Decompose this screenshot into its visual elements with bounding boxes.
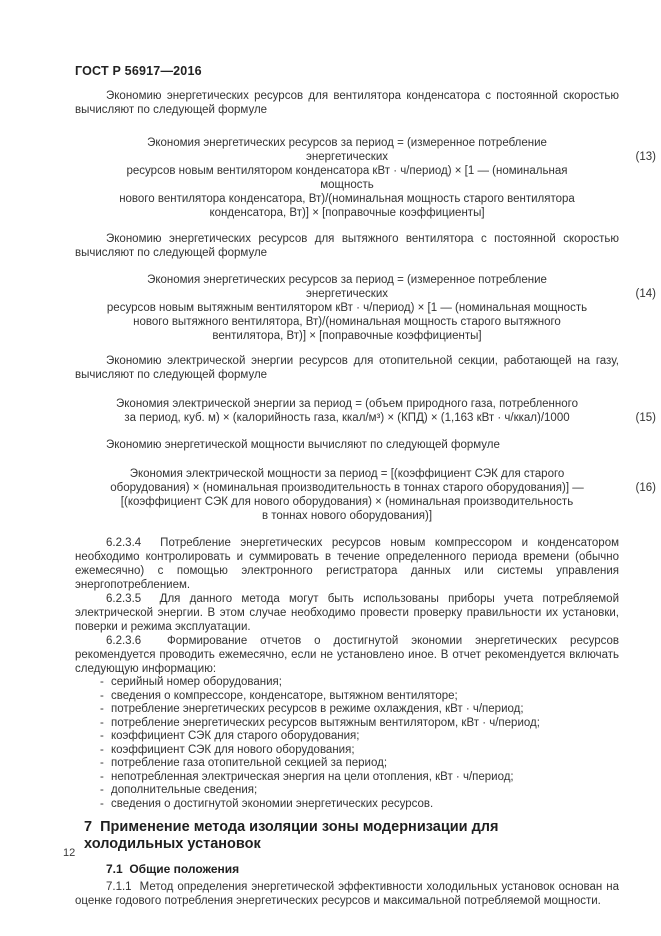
list-item-text: непотребленная электрическая энергия на цели отопления, кВт · ч/период; xyxy=(111,770,514,783)
list-item xyxy=(100,676,619,690)
paragraph-power-intro: Экономию энергетической мощности вычисляют по следующей формуле xyxy=(106,439,500,451)
formula-13 xyxy=(75,136,656,220)
list-item xyxy=(100,744,619,758)
list-item-text: потребление энергетических ресурсов в режиме охлаждения, кВт · ч/период; xyxy=(111,703,524,715)
formula-16-number: (16) xyxy=(635,482,656,494)
formula-13-line: ресурсов новым вентилятором конденсатора кВт · ч/период) × [1 — (номинальная мощность xyxy=(126,165,568,191)
formula-14 xyxy=(75,273,656,343)
formula-16-line: Экономия электрической мощности за период = [(коэффициент СЭК для старого xyxy=(129,468,565,480)
list-item xyxy=(100,730,619,744)
paragraph-7-1-1: 7.1.1 Метод определения энергетической эффективности холодильных установок основан на оценке годового потребления энергетических ресурсов и максимальной потребляемой мощности. xyxy=(75,881,619,907)
formula-14-line: ресурсов новым вытяжным вентилятором кВт · ч/период) × [1 — (номинальная мощность xyxy=(106,302,588,314)
list-dash-marker: - xyxy=(100,770,104,783)
list-item xyxy=(100,757,619,771)
formula-13-line: нового вентилятора конденсатора, Вт)/(номинальная мощность старого вентилятора xyxy=(119,193,575,205)
list-dash-marker: - xyxy=(100,676,104,688)
list-dash-marker: - xyxy=(100,730,104,742)
formula-16-line: в тоннах нового оборудования)] xyxy=(261,510,433,522)
list-item-text: потребление энергетических ресурсов вытяжным вентилятором, кВт · ч/период; xyxy=(111,716,540,729)
list-item xyxy=(100,690,619,704)
formula-14-line: нового вытяжного вентилятора, Вт)/(номинальная мощность старого вытяжного xyxy=(133,316,561,328)
formula-14-number: (14) xyxy=(635,288,656,300)
formula-13-number: (13) xyxy=(635,151,656,163)
list-item-text: серийный номер оборудования; xyxy=(111,676,282,688)
formula-15 xyxy=(75,397,656,425)
list-item-text: сведения о достигнутой экономии энергетических ресурсов. xyxy=(111,797,434,810)
list-item-text: потребление газа отопительной секцией за период; xyxy=(111,757,388,769)
list-dash-marker: - xyxy=(100,689,104,702)
section-7-1-heading: 7.1 Общие положения xyxy=(106,862,240,876)
section-7-heading: 7 Применение метода изоляции зоны модернизации для холодильных установок xyxy=(84,819,499,852)
formula-13-line: конденсатора, Вт)] × [поправочные коэффициенты] xyxy=(209,207,485,219)
list-dash-marker: - xyxy=(100,784,104,796)
formula-15-number: (15) xyxy=(635,412,656,424)
list-dash-marker: - xyxy=(100,716,104,729)
page-number: 12 xyxy=(63,847,76,859)
list-item xyxy=(100,717,619,731)
paragraph-6-2-3-5: 6.2.3.5 Для данного метода могут быть использованы приборы учета потребляемой электрической энергии. В этом случае необходимо провести проверку правильности их установки, поверки и режима эксплуатации. xyxy=(75,593,619,633)
list-item xyxy=(100,798,619,812)
list-item-text: коэффициент СЭК для старого оборудования; xyxy=(111,730,360,742)
paragraph-exhaust-fan-intro: Экономию энергетических ресурсов для вытяжного вентилятора с постоянной скоростью вычисляют по следующей формуле xyxy=(75,233,619,259)
paragraph-heating-section-intro: Экономию электрической энергии ресурсов для отопительной секции, работающей на газу, вычисляют по следующей формуле xyxy=(75,355,619,381)
list-item xyxy=(100,703,619,717)
paragraph-6-2-3-4: 6.2.3.4 Потребление энергетических ресурсов новым компрессором и конденсатором необходимо контролировать и суммировать в течение определенного периода времени (обычно ежемесячно) с помощью электронного регистратора данных или системы управления энергопотреблением. xyxy=(75,537,619,591)
formula-16-line: оборудования) × (номинальная производительность в тоннах старого оборудования)] — xyxy=(110,482,584,494)
formula-16-line: [(коэффициент СЭК для нового оборудования) × (номинальная производительность xyxy=(120,496,574,508)
list-item-text: дополнительные сведения; xyxy=(111,784,258,796)
list-item xyxy=(100,771,619,785)
list-item-text: сведения о компрессоре, конденсаторе, вытяжном вентиляторе; xyxy=(111,689,458,702)
report-items-list xyxy=(100,676,619,811)
formula-15-line: Экономия электрической энергии за период = (объем природного газа, потребленного xyxy=(116,398,578,410)
document-number: ГОСТ Р 56917—2016 xyxy=(75,64,202,78)
formula-14-line: вентилятора, Вт)] × [поправочные коэффициенты] xyxy=(212,330,482,342)
formula-16 xyxy=(75,467,656,523)
list-dash-marker: - xyxy=(100,797,104,810)
formula-13-line: Экономия энергетических ресурсов за период = (измеренное потребление энергетических xyxy=(147,137,547,163)
paragraph-6-2-3-6: 6.2.3.6 Формирование отчетов о достигнутой экономии энергетических ресурсов рекомендуется проводить ежемесячно, если не установлено иное. В отчет рекомендуется включать следующую информацию: xyxy=(75,635,619,675)
list-dash-marker: - xyxy=(100,703,104,715)
paragraph-fan-condenser-intro: Экономию энергетических ресурсов для вентилятора конденсатора с постоянной скоростью вычисляют по следующей формуле xyxy=(75,90,619,116)
list-dash-marker: - xyxy=(100,743,104,756)
formula-15-line: за период, куб. м) × (калорийность газа, ккал/м³) × (КПД) × (1,163 кВт · ч/ккал)/1000 xyxy=(124,412,570,424)
formula-14-line: Экономия энергетических ресурсов за период = (измеренное потребление энергетических xyxy=(147,274,547,300)
list-dash-marker: - xyxy=(100,757,104,769)
list-item xyxy=(100,784,619,798)
list-item-text: коэффициент СЭК для нового оборудования; xyxy=(111,743,355,756)
